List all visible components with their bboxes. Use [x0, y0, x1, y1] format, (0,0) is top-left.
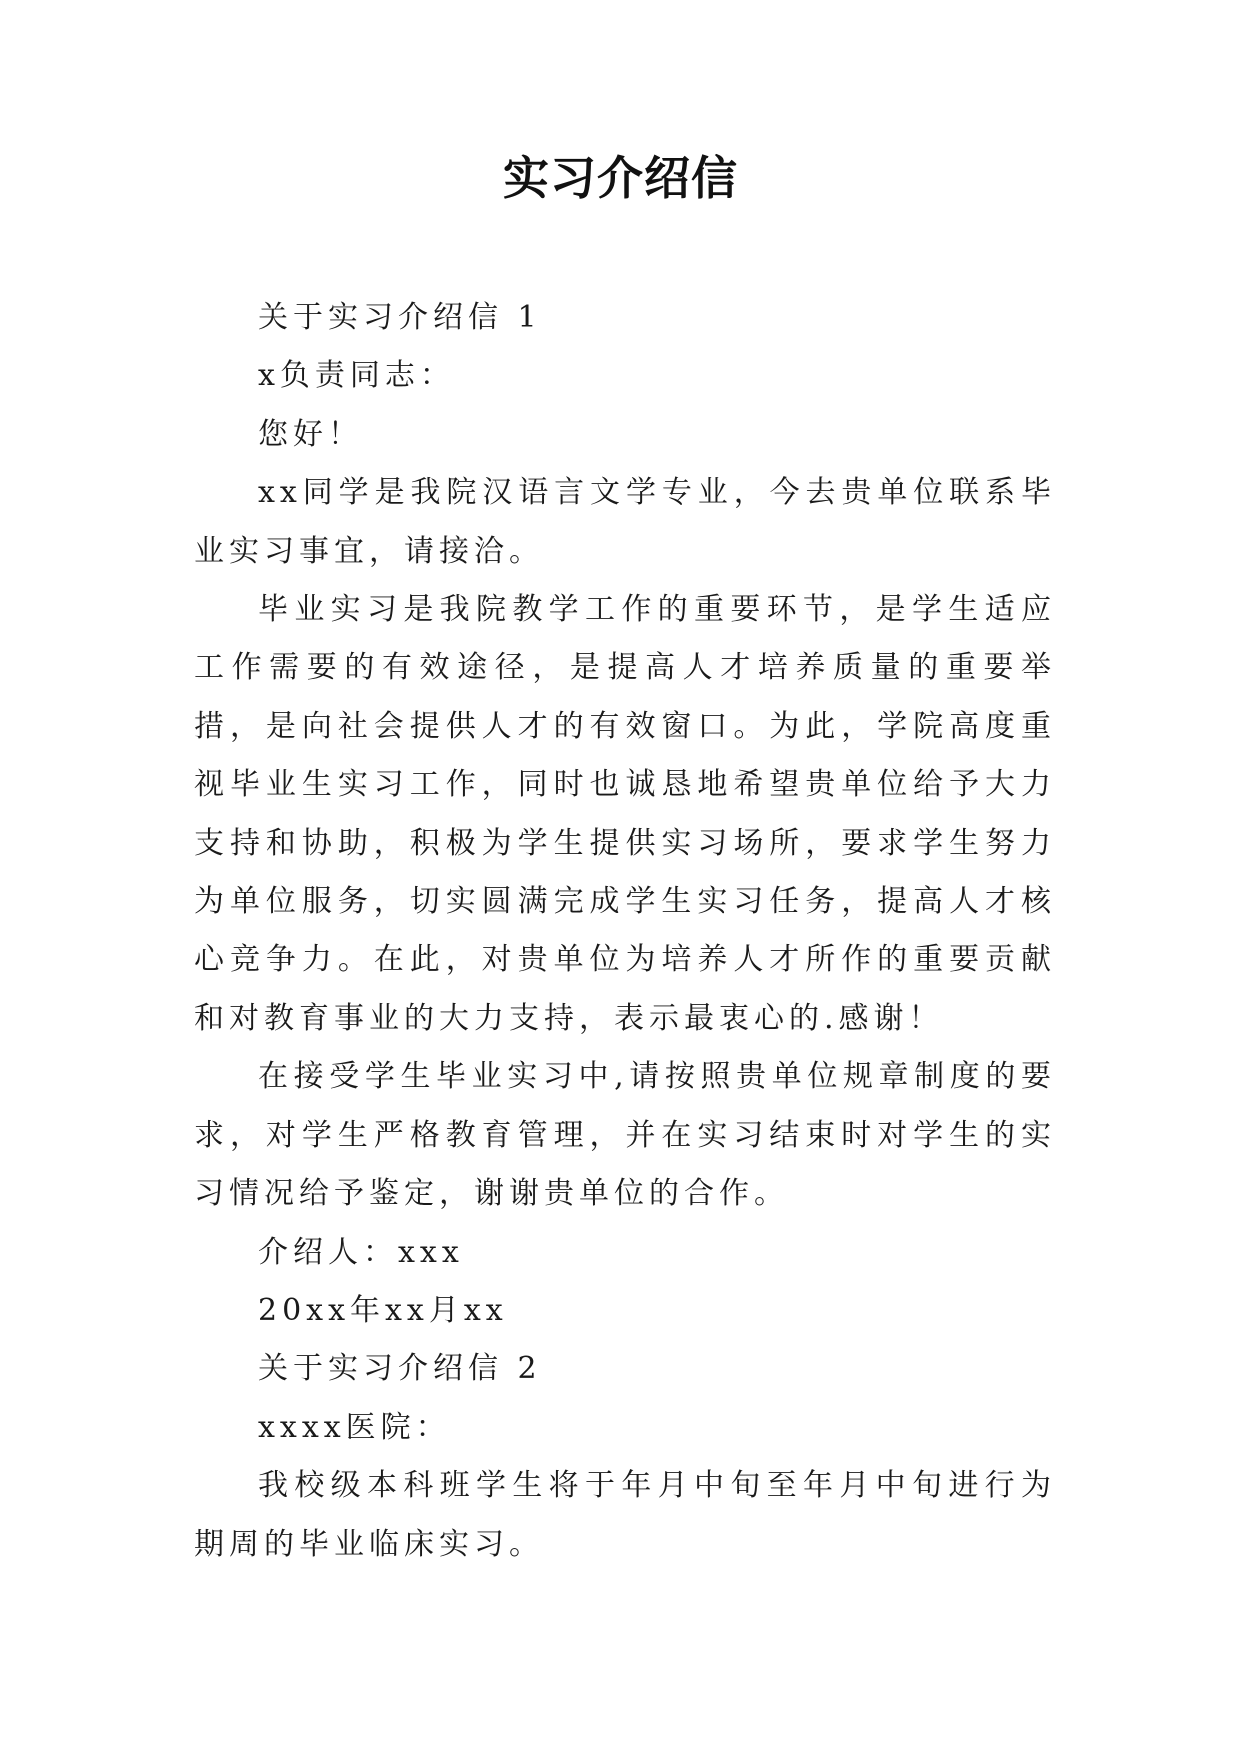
internship-paragraph: 我校级本科班学生将于年月中旬至年月中旬进行为期周的毕业临床实习。: [194, 1468, 1056, 1562]
date-line: 20xx年xx月xx: [258, 1292, 508, 1328]
section-heading-1: 关于实习介绍信 1: [258, 300, 542, 335]
intro-paragraph: xx同学是我院汉语言文学专业，今去贵单位联系毕业实习事宜，请接洽。: [194, 475, 1056, 569]
document-title: 实习介绍信: [503, 151, 738, 205]
section-heading-2: 关于实习介绍信 2: [258, 1351, 542, 1387]
greeting: 您好！: [258, 416, 363, 452]
document-body: [194, 289, 1056, 1574]
hospital-recipient: xxxx医院：: [258, 1409, 451, 1445]
main-paragraph: 毕业实习是我院教学工作的重要环节，是学生适应工作需要的有效途径，是提高人才培养质量的重要举措，是向社会提供人才的有效窗口。为此，学院高度重视毕业生实习工作，同时也诚恳地希望贵单位给予大力支持和协助，积极为学生提供实习场所，要求学生努力为单位服务，切实圆满完成学生实习任务，提高人才核心竞争力。在此，对贵单位为培养人才所作的重要贡献和对教育事业的大力支持，表示最衷心的.感谢！: [194, 592, 1056, 1036]
introducer-line: 介绍人：xxx: [258, 1234, 464, 1270]
request-paragraph: 在接受学生毕业实习中,请按照贵单位规章制度的要求，对学生严格教育管理，并在实习结束时对学生的实习情况给予鉴定，谢谢贵单位的合作。: [194, 1059, 1056, 1212]
salutation-recipient: x负责同志：: [258, 358, 455, 394]
